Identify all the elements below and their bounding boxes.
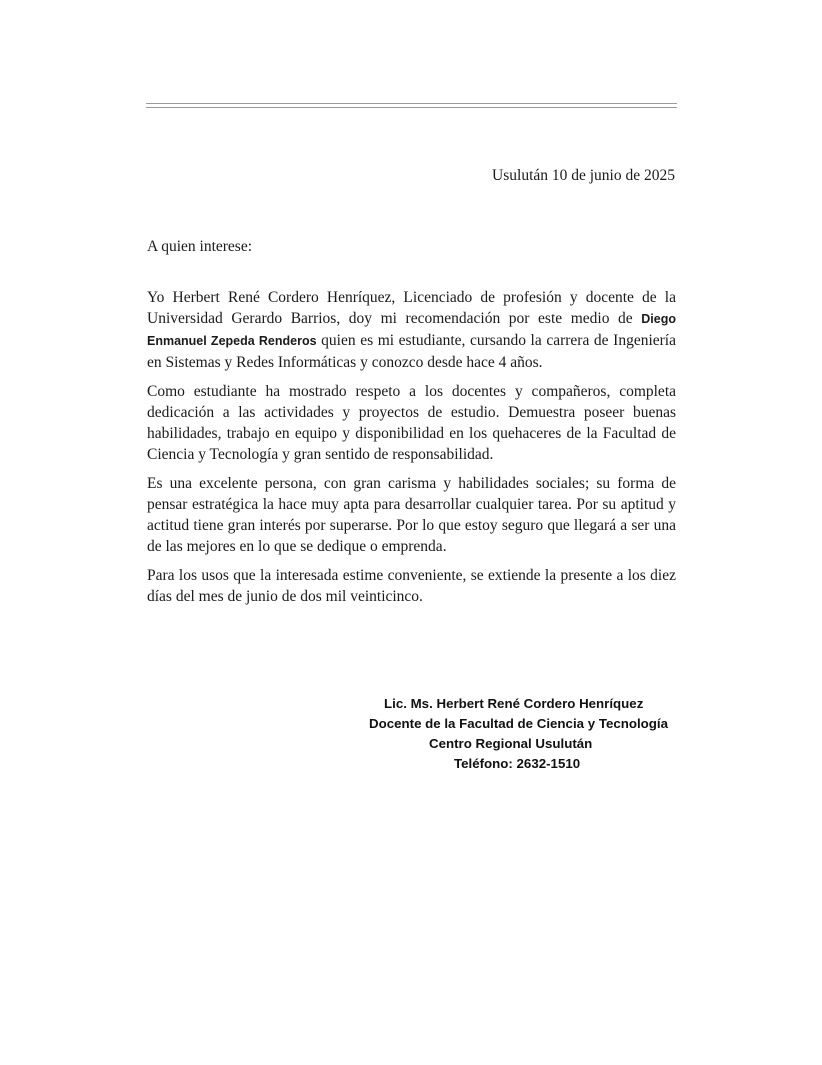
signature-phone: Teléfono: 2632-1510	[454, 756, 581, 771]
paragraph-introduction-start: Yo Herbert René Cordero Henríquez, Licenciado de profesión y docente de la Universidad Gerardo Barrios, doy mi recomendación por este medio de	[147, 289, 676, 327]
header-divider	[146, 103, 677, 108]
student-name: Diego Enmanuel Zepeda Renderos	[147, 312, 676, 348]
letter-body	[147, 287, 676, 615]
paragraph-character: Es una excelente persona, con gran carisma y habilidades sociales; su forma de pensar estratégica la hace muy apta para desarrollar cualquier tarea. Por su aptitud y actitud tiene gran interés por superarse. Por lo que estoy seguro que llegará a ser una de las mejores en lo que se dedique o emprenda.	[147, 475, 676, 555]
paragraph-closing: Para los usos que la interesada estime conveniente, se extiende la presente a los diez días del mes de junio de dos mil veinticinco.	[147, 567, 676, 605]
paragraph-performance: Como estudiante ha mostrado respeto a los docentes y compañeros, completa dedicación a las actividades y proyectos de estudio. Demuestra poseer buenas habilidades, trabajo en equipo y disponibilidad en los quehaceres de la Facultad de Ciencia y Tecnología y gran sentido de responsabilidad.	[147, 383, 676, 463]
paragraph-introduction-end: quien es mi estudiante, cursando la carrera de Ingeniería en Sistemas y Redes Informáticas y conozco desde hace 4 años.	[147, 332, 676, 371]
letter-date: Usulután 10 de junio de 2025	[492, 167, 675, 184]
signature-role: Docente de la Facultad de Ciencia y Tecnología	[369, 716, 669, 731]
salutation: A quien interese:	[147, 238, 253, 255]
signature-center: Centro Regional Usulután	[429, 736, 593, 751]
paragraph-introduction	[147, 287, 676, 373]
signature-name: Lic. Ms. Herbert René Cordero Henríquez	[384, 696, 644, 711]
signature-block	[330, 694, 730, 774]
